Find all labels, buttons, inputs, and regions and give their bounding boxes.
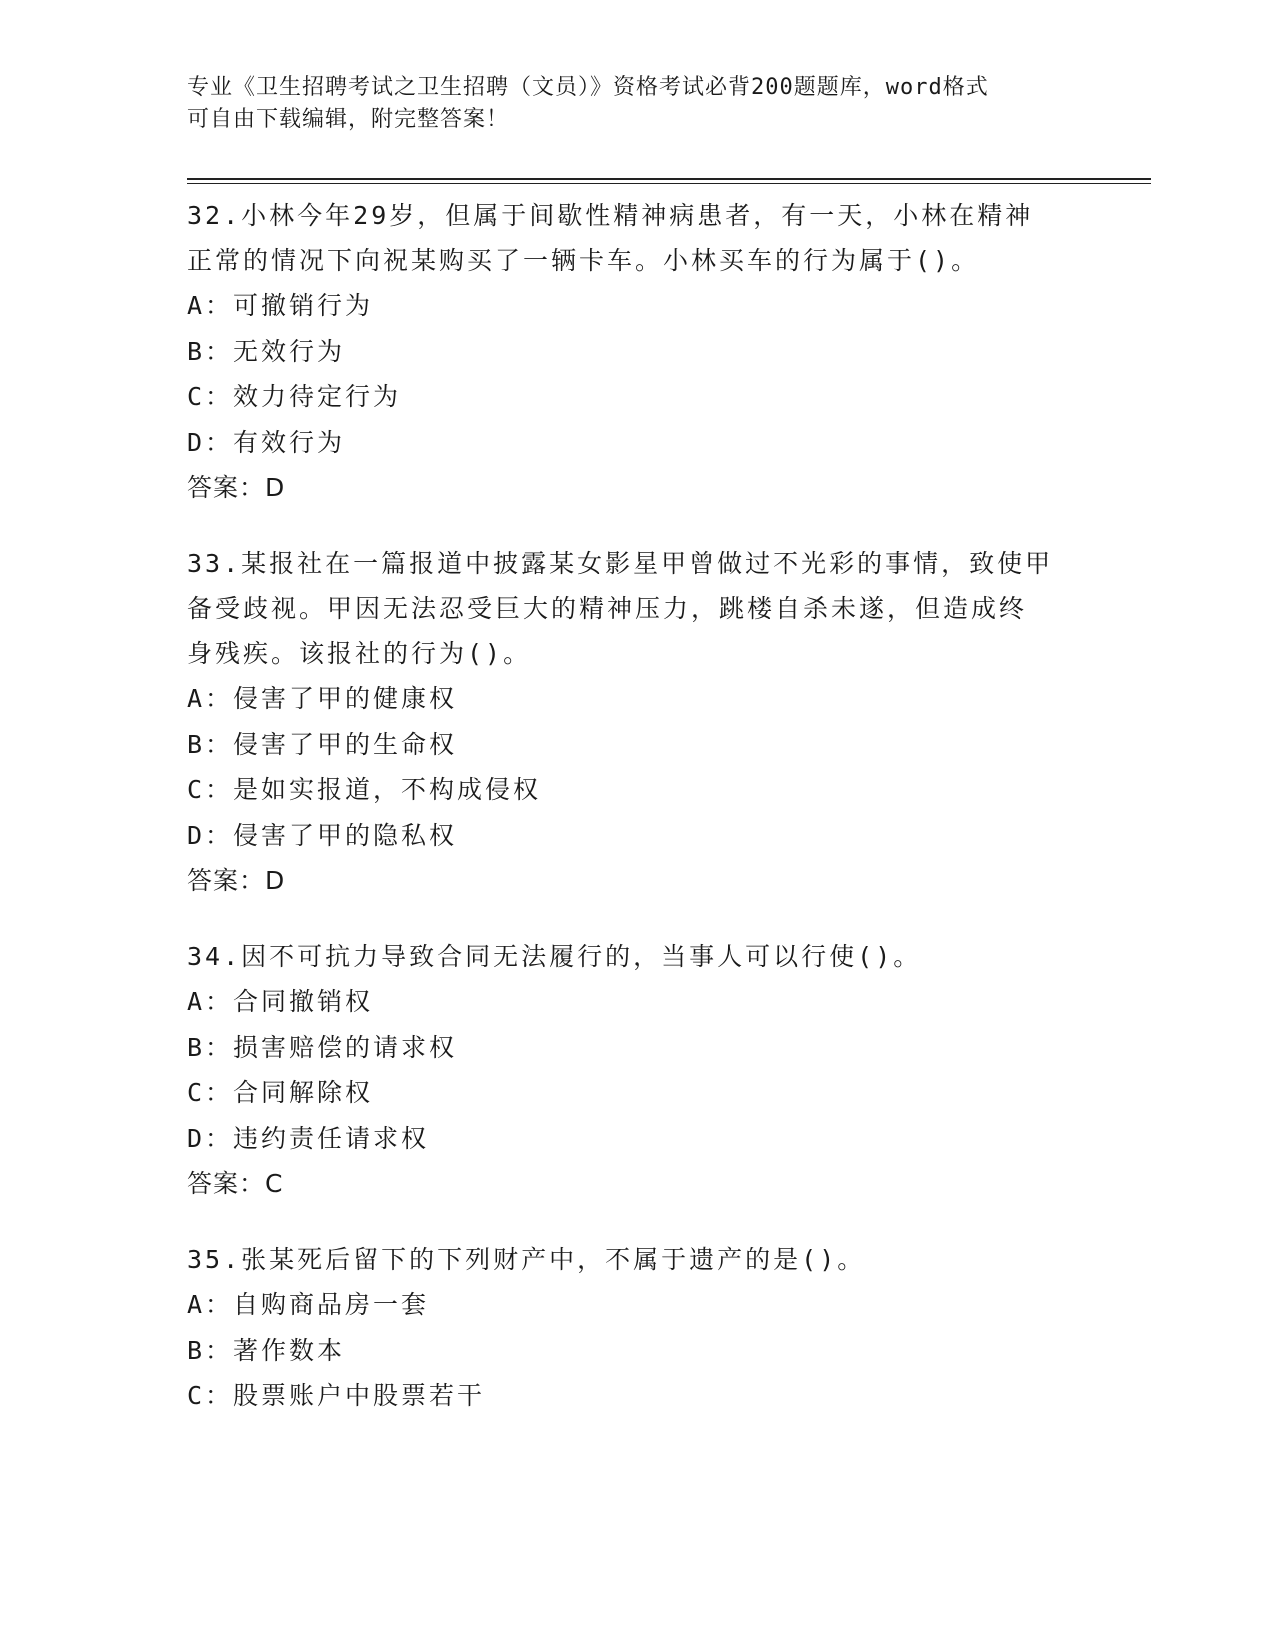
question-stem-line: 35.张某死后留下的下列财产中，不属于遗产的是()。 — [187, 1245, 866, 1274]
answer-option: C：是如实报道，不构成侵权 — [187, 775, 542, 804]
answer-option: D：违约责任请求权 — [187, 1123, 430, 1153]
header-line-1: 专业《卫生招聘考试之卫生招聘（文员）》资格考试必背200题题库，word格式 — [187, 75, 989, 100]
answer-option: A：侵害了甲的健康权 — [187, 684, 458, 713]
header-line-2: 可自由下载编辑，附完整答案！ — [187, 107, 510, 132]
correct-answer: 答案：D — [187, 866, 286, 895]
answer-option: D：侵害了甲的隐私权 — [187, 820, 458, 850]
answer-option: C：合同解除权 — [187, 1078, 374, 1107]
question-block — [187, 934, 1087, 1206]
correct-answer: 答案：D — [187, 473, 286, 502]
answer-option: B：损害赔偿的请求权 — [187, 1032, 458, 1062]
question-stem-line: 34.因不可抗力导致合同无法履行的，当事人可以行使()。 — [187, 942, 922, 971]
answer-option: B：著作数本 — [187, 1335, 346, 1365]
answer-option: B：无效行为 — [187, 336, 346, 366]
question-stem-line: 身残疾。该报社的行为()。 — [187, 639, 532, 668]
answer-option: A：合同撤销权 — [187, 987, 374, 1016]
answer-option: B：侵害了甲的生命权 — [187, 729, 458, 759]
answer-option: A：自购商品房一套 — [187, 1290, 430, 1319]
question-stem-line: 正常的情况下向祝某购买了一辆卡车。小林买车的行为属于()。 — [187, 246, 980, 275]
answer-option: D：有效行为 — [187, 427, 346, 457]
question-stem-line: 备受歧视。甲因无法忍受巨大的精神压力，跳楼自杀未遂，但造成终 — [187, 594, 1028, 623]
answer-option: A：可撤销行为 — [187, 291, 374, 320]
question-block — [187, 541, 1087, 903]
document-header — [187, 72, 1077, 136]
header-divider — [187, 178, 1151, 184]
question-block — [187, 193, 1087, 510]
correct-answer: 答案：C — [187, 1169, 284, 1198]
answer-option: C：股票账户中股票若干 — [187, 1381, 486, 1410]
question-stem-line: 32.小林今年29岁，但属于间歇性精神病患者，有一天，小林在精神 — [187, 201, 1034, 230]
question-list — [187, 193, 1087, 1450]
answer-option: C：效力待定行为 — [187, 382, 402, 411]
question-block — [187, 1237, 1087, 1419]
question-stem-line: 33.某报社在一篇报道中披露某女影星甲曾做过不光彩的事情，致使甲 — [187, 549, 1054, 578]
